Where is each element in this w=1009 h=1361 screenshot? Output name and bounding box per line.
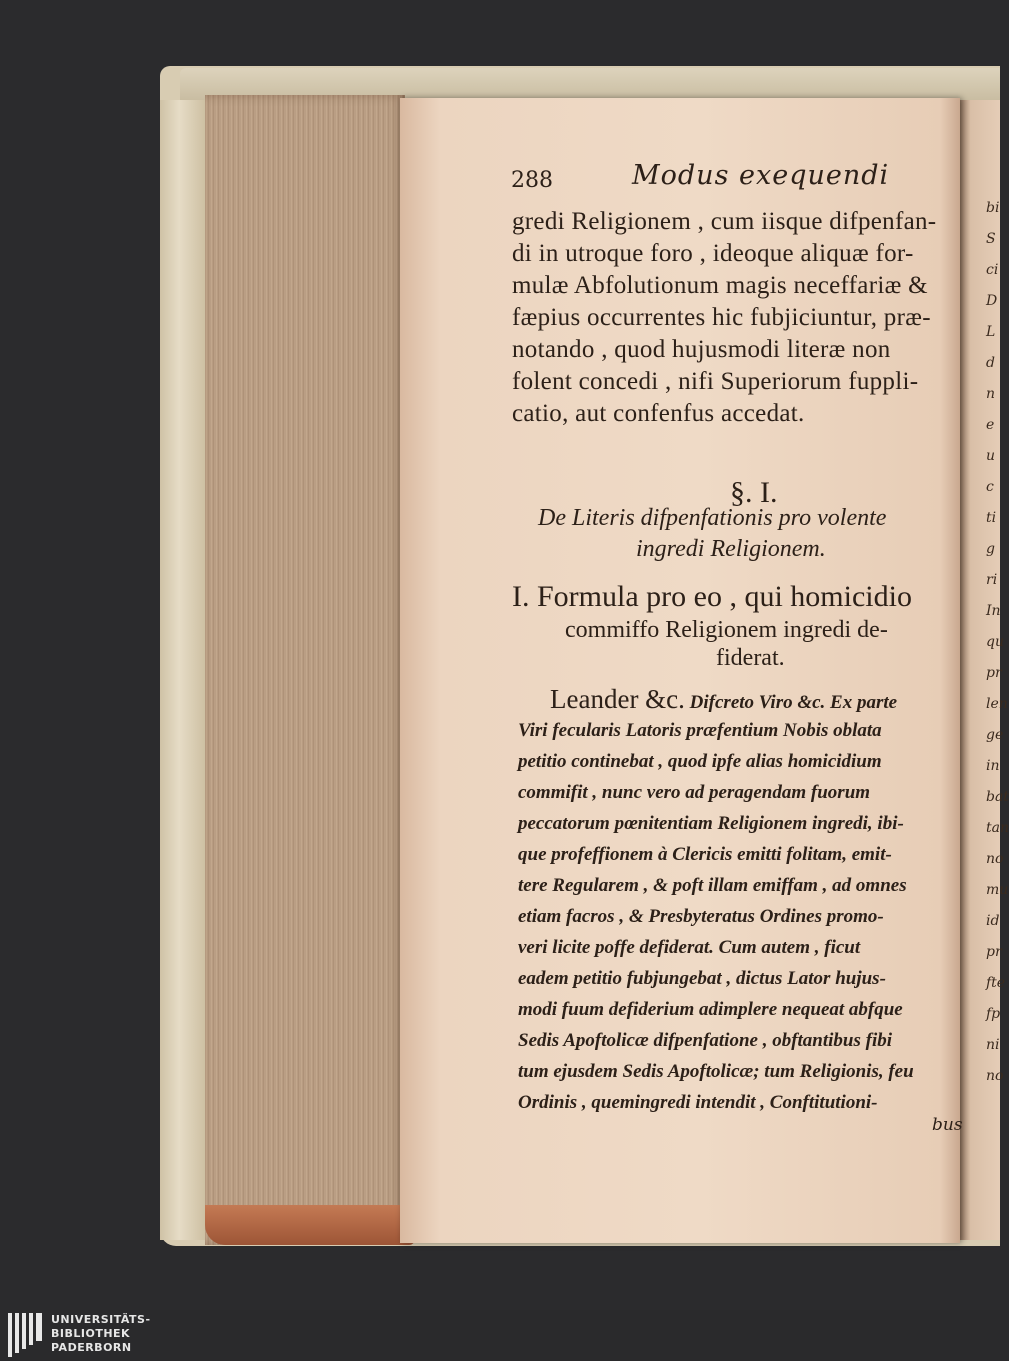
heading-line: ingredi Religionem.	[636, 536, 826, 562]
facing-page-fragment: n	[986, 386, 996, 402]
logo-text-line: PADERBORN	[51, 1341, 132, 1354]
facing-page-fragment: len	[986, 696, 1008, 712]
facing-page-fragment: fte	[986, 975, 1006, 991]
facing-page-fragment: id	[986, 913, 1000, 929]
facing-page-fragment: no	[986, 851, 1004, 867]
facing-page-fragment: u	[986, 448, 996, 464]
text-line: Sedis Apoftolicæ difpenfatione , obftantibus fibi	[518, 1030, 893, 1051]
running-head: Modus exequendi	[632, 160, 890, 191]
facing-page-fragment: tan	[986, 820, 1009, 836]
facing-page-fragment: In	[986, 603, 1001, 619]
text-line: Viri fecularis Latoris præfentium Nobis oblata	[518, 720, 882, 741]
facing-page-fragment: pr	[986, 665, 1002, 681]
facing-page-fragment: in	[986, 758, 1000, 774]
library-logo-icon	[8, 1313, 46, 1357]
facing-page-fragment: L	[986, 324, 996, 340]
facing-page-fragment: D	[986, 293, 998, 309]
text-line: fæpius occurrentes hic fubjiciuntur, præ-	[512, 304, 931, 331]
logo-text-line: UNIVERSITÄTS-	[51, 1313, 151, 1326]
facing-page-fragment: e	[986, 417, 995, 433]
formula-line: commiffo Religionem ingredi de-	[565, 617, 888, 643]
heading-line: De Literis difpenfationis pro volente	[538, 505, 887, 531]
first-word: Leander &c.	[550, 684, 685, 714]
page-block-edges	[205, 95, 405, 1245]
facing-page-fragment: d	[986, 355, 995, 371]
text-line: di in utroque foro , ideoque aliquæ for-	[512, 240, 914, 267]
facing-page-fragment: ge	[986, 727, 1004, 743]
facing-page-fragment: c	[986, 479, 994, 495]
facing-page-fragment: bi	[986, 200, 1000, 216]
text-line: modi fuum defiderium adimplere nequeat abfque	[518, 999, 903, 1020]
text-line: Ordinis , quemingredi intendit , Conftitutioni-	[518, 1092, 878, 1113]
text-line: folent concedi , nifi Superiorum fuppli-	[512, 368, 919, 395]
text-line: mulæ Abfolutionum magis neceffariæ &	[512, 272, 928, 299]
facing-page-fragment: no	[986, 1068, 1004, 1084]
facing-page-fragment: S	[986, 231, 996, 247]
text-line: eadem petitio fubjungebat , dictus Lator hujus-	[518, 968, 886, 989]
text-line: commifit , nunc vero ad peragendam fuorum	[518, 782, 871, 803]
text-line: Difcreto Viro &c. Ex parte	[684, 692, 898, 713]
facing-page-fragment: mu	[986, 882, 1009, 898]
text-line: tum ejusdem Sedis Apoftolicæ; tum Religionis, feu	[518, 1061, 914, 1082]
text-line: que profeffionem à Clericis emitti folitam, emit-	[518, 844, 892, 865]
facing-page-fragment: qu	[986, 634, 1004, 650]
section-mark: §. I.	[730, 476, 778, 509]
facing-page-fragment: ti	[986, 510, 997, 526]
facing-page-fragment: ci	[986, 262, 999, 278]
logo-text-line: BIBLIOTHEK	[51, 1327, 131, 1340]
catchword: bus	[932, 1115, 963, 1135]
text-line: notando , quod hujusmodi literæ non	[512, 336, 891, 363]
text-line: petitio continebat , quod ipfe alias homicidium	[518, 751, 882, 772]
red-page-edge	[205, 1205, 415, 1245]
book-spine	[160, 100, 208, 1240]
text-line: veri licite poffe defiderat. Cum autem , ficut	[518, 937, 861, 958]
text-line: catio, aut confenfus accedat.	[512, 400, 805, 427]
text-line: peccatorum pœnitentiam Religionem ingredi, ibi-	[518, 813, 904, 834]
facing-page-fragment: ni	[986, 1037, 1000, 1053]
formula-line: fiderat.	[716, 645, 785, 671]
text-line: etiam facros , & Presbyteratus Ordines promo-	[518, 906, 884, 927]
text-line: tere Regularem , & poft illam emiffam , ad omnes	[518, 875, 907, 896]
facing-page-fragment: bat	[986, 789, 1009, 805]
formula-line: I. Formula pro eo , qui homicidio	[512, 580, 912, 613]
page-number: 288	[511, 168, 553, 193]
facing-page-fragment: fp	[986, 1006, 1001, 1022]
text-line: gredi Religionem , cum iisque difpenfan-	[512, 208, 937, 235]
facing-page-fragment: pr	[986, 944, 1002, 960]
facing-page-fragment: ri	[986, 572, 998, 588]
facing-page-fragment: g	[986, 541, 995, 557]
